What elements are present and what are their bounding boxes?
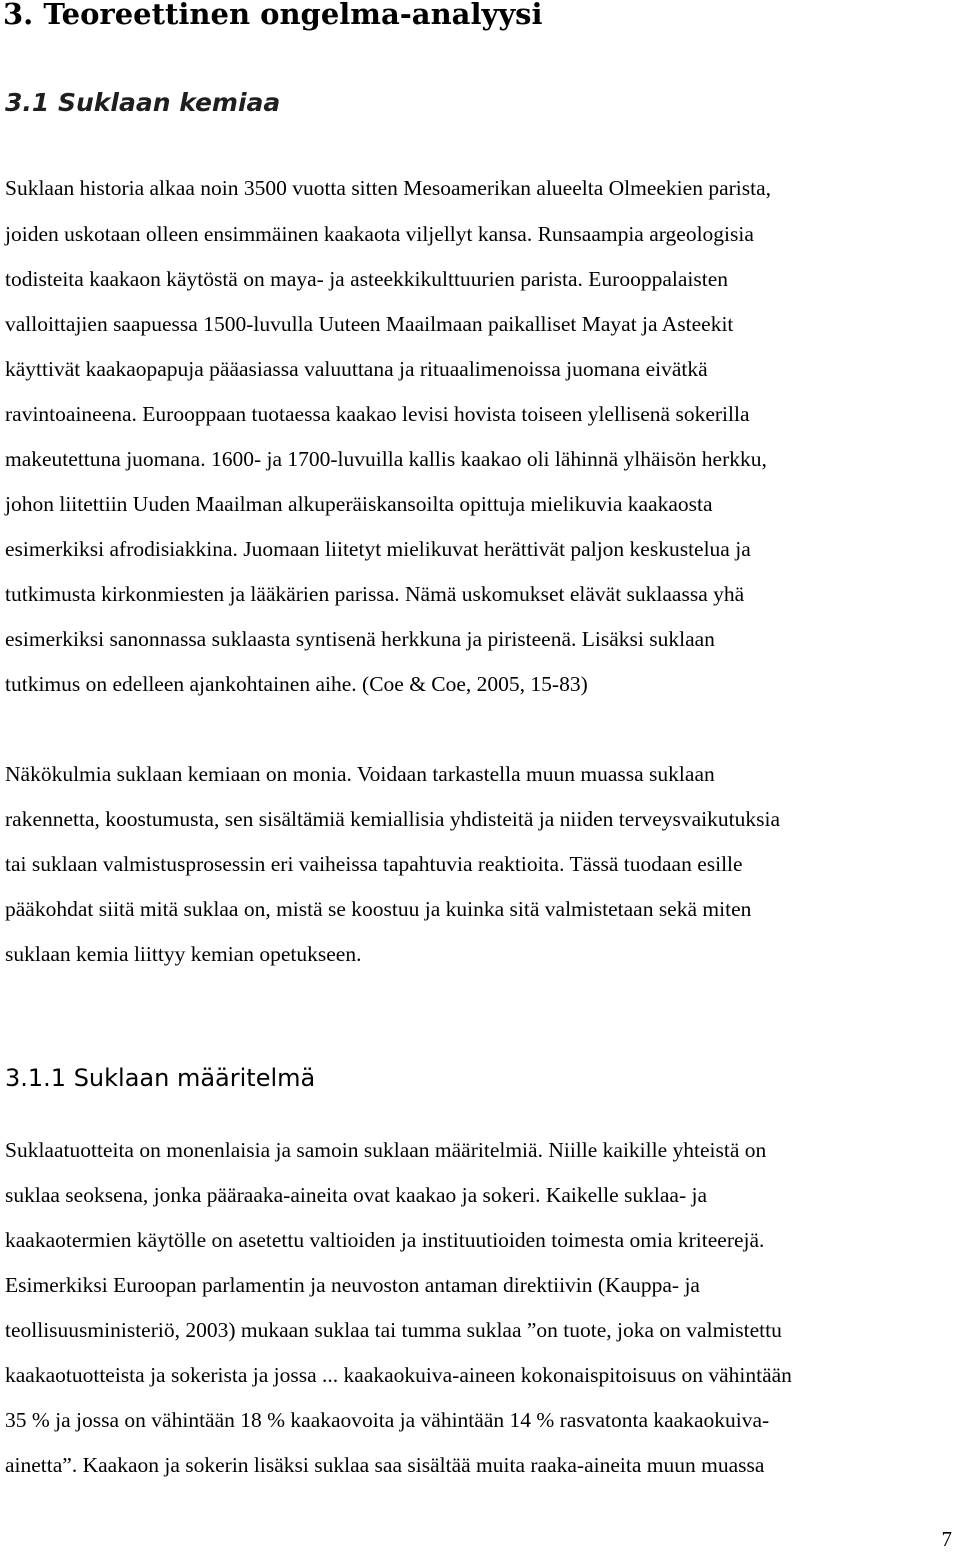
- text-line: makeutettuna juomana. 1600- ja 1700-luvuilla kallis kaakao oli lähinnä ylhäisön herkku,: [5, 447, 767, 471]
- text-line: esimerkiksi sanonnassa suklaasta syntisenä herkkuna ja piristeenä. Lisäksi suklaan: [5, 627, 715, 651]
- text-line: suklaan kemia liittyy kemian opetukseen.: [5, 942, 362, 966]
- text-line: Suklaatuotteita on monenlaisia ja samoin suklaan määritelmiä. Niille kaikille yhteistä on: [5, 1138, 767, 1162]
- text-line: Esimerkiksi Euroopan parlamentin ja neuvoston antaman direktiivin (Kauppa- ja: [5, 1273, 700, 1297]
- text-line: teollisuusministeriö, 2003) mukaan suklaa tai tumma suklaa ”on tuote, joka on valmistettu: [5, 1318, 782, 1342]
- text-line: rakennetta, koostumusta, sen sisältämiä kemiallisia yhdisteitä ja niiden terveysvaikutuksia: [5, 807, 781, 831]
- chapter-heading: 3. Teoreettinen ongelma-analyysi: [3, 0, 543, 31]
- text-line: suklaa seoksena, jonka pääraaka-aineita ovat kaakao ja sokeri. Kaikelle suklaa- ja: [5, 1183, 708, 1207]
- text-line: ravintoaineena. Eurooppaan tuotaessa kaakao levisi hovista toiseen ylellisenä sokerilla: [5, 402, 750, 426]
- text-line: valloittajien saapuessa 1500-luvulla Uuteen Maailmaan paikalliset Mayat ja Asteekit: [5, 312, 734, 336]
- subsection-heading: 3.1.1 Suklaan määritelmä: [5, 1064, 316, 1092]
- text-line: johon liitettiin Uuden Maailman alkuperäiskansoilta opittuja mielikuvia kaakaosta: [5, 492, 713, 516]
- text-line: tutkimus on edelleen ajankohtainen aihe. (Coe & Coe, 2005, 15-83): [5, 672, 588, 696]
- text-line: käyttivät kaakaopapuja pääasiassa valuuttana ja rituaalimenoissa juomana eivätkä: [5, 357, 708, 381]
- text-line: ainetta”. Kaakaon ja sokerin lisäksi suklaa saa sisältää muita raaka-aineita muun muassa: [5, 1453, 765, 1477]
- text-line: esimerkiksi afrodisiakkina. Juomaan liitetyt mielikuvat herättivät paljon keskustelua ja: [5, 537, 751, 561]
- text-line: Näkökulmia suklaan kemiaan on monia. Voidaan tarkastella muun muassa suklaan: [5, 762, 715, 786]
- text-line: Suklaan historia alkaa noin 3500 vuotta sitten Mesoamerikan alueelta Olmeekien parista,: [5, 176, 772, 200]
- section-heading: 3.1 Suklaan kemiaa: [5, 88, 281, 117]
- text-line: tai suklaan valmistusprosessin eri vaiheissa tapahtuvia reaktioita. Tässä tuodaan esille: [5, 852, 743, 876]
- text-line: pääkohdat siitä mitä suklaa on, mistä se koostuu ja kuinka sitä valmistetaan sekä miten: [5, 897, 752, 921]
- text-line: tutkimusta kirkonmiesten ja lääkärien parissa. Nämä uskomukset elävät suklaassa yhä: [5, 582, 745, 606]
- text-line: kaakaotuotteista ja sokerista ja jossa ... kaakaokuiva-aineen kokonaispitoisuus on vähintään: [5, 1363, 792, 1387]
- text-line: joiden uskotaan olleen ensimmäinen kaakaota viljellyt kansa. Runsaampia argeologisia: [5, 222, 754, 246]
- text-line: kaakaotermien käytölle on asetettu valtioiden ja instituutioiden toimesta omia kriteerejä.: [5, 1228, 765, 1252]
- text-line: todisteita kaakaon käytöstä on maya- ja asteekkikulttuurien parista. Eurooppalaisten: [5, 267, 729, 291]
- text-line: 35 % ja jossa on vähintään 18 % kaakaovoita ja vähintään 14 % rasvatonta kaakaokuiva-: [5, 1408, 770, 1432]
- page-number: 7: [941, 1527, 952, 1551]
